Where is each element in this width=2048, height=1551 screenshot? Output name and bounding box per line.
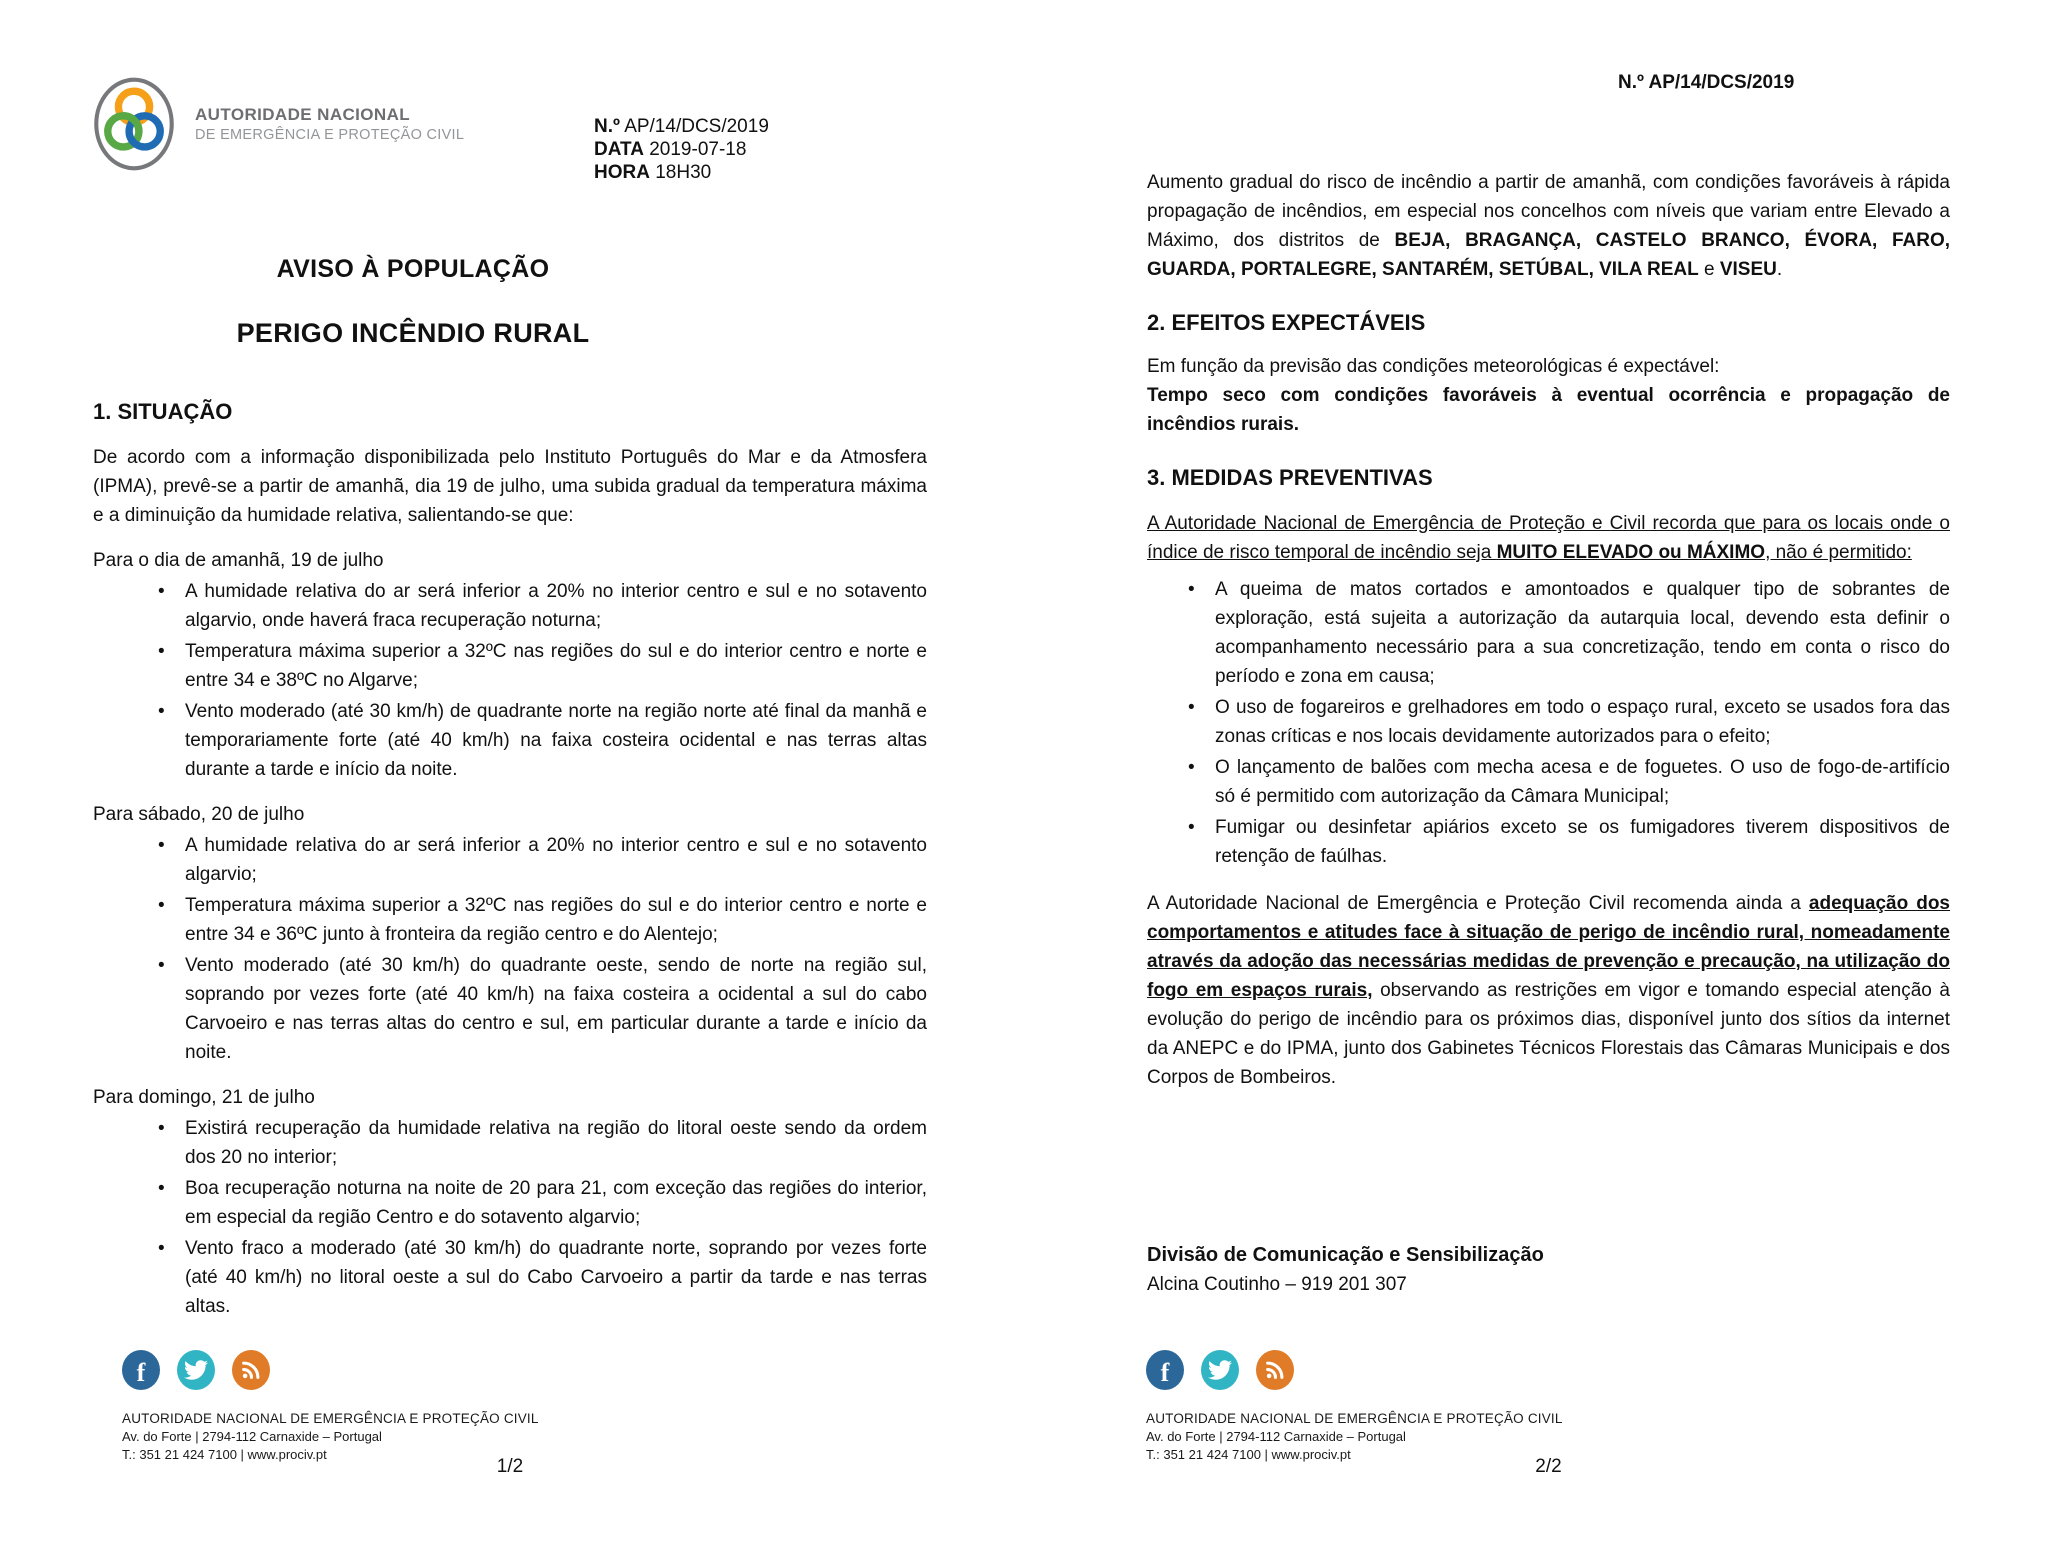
list-item: • A humidade relativa do ar será inferior a 20% no interior centro e sul e no sotavento algarvio; (185, 831, 927, 889)
twitter-icon[interactable] (1201, 1350, 1239, 1390)
footer-phone-web: T.: 351 21 424 7100 | www.prociv.pt (122, 1447, 327, 1462)
recommendation-paragraph (1147, 889, 1950, 1092)
page-1-footer (122, 1350, 962, 1464)
page-number: 2/2 (1535, 1456, 1562, 1477)
para-run: Aumento gradual do risco de incêndio a partir de amanhã, com condições favoráveis à rápida propagação de incêndios, em especial nos concelhos com níveis que variam entre Elevado a Máximo, dos distritos de (1147, 172, 1950, 251)
risk-paragraph (1147, 168, 1950, 284)
para-run: A Autoridade Nacional de Emergência e Proteção Civil recomenda ainda a (1147, 893, 1809, 914)
day-3-bullets (93, 1114, 927, 1321)
ref-date-value: 2019-07-18 (649, 139, 747, 160)
letterhead (93, 75, 927, 187)
facebook-glyph: f (136, 1358, 146, 1387)
ref-number-label: N.º (594, 116, 620, 137)
signature-block (1147, 1240, 1950, 1300)
footer-org-name: AUTORIDADE NACIONAL DE EMERGÊNCIA E PROTEÇÃO CIVIL (1146, 1411, 1563, 1426)
brand-line-1: AUTORIDADE NACIONAL (195, 105, 411, 124)
list-item: • O uso de fogareiros e grelhadores em todo o espaço rural, exceto se usados fora das zonas críticas e nos locais devidamente autorizados para o efeito; (1215, 693, 1950, 751)
day-2-label: Para sábado, 20 de julho (93, 804, 305, 825)
prohibitions-intro (1147, 509, 1950, 567)
social-icons (1146, 1350, 1986, 1390)
page-2-content (1147, 0, 1950, 1300)
signature-contact: Alcina Coutinho – 919 201 307 (1147, 1274, 1407, 1295)
footer-street: Av. do Forte | 2794-112 Carnaxide – Portugal (122, 1429, 382, 1444)
day-1-label: Para o dia de amanhã, 19 de julho (93, 550, 384, 571)
effects-intro-line: Em função da previsão das condições meteorológicas é expectável: (1147, 356, 1720, 377)
footer-org-name: AUTORIDADE NACIONAL DE EMERGÊNCIA E PROTEÇÃO CIVIL (122, 1411, 539, 1426)
intro-bold-underline-run: MUITO ELEVADO ou MÁXIMO (1496, 542, 1766, 563)
page-2-footer (1146, 1350, 1986, 1464)
signature-division: Divisão de Comunicação e Sensibilização (1147, 1244, 1544, 1266)
page-number: 1/2 (496, 1456, 524, 1477)
intro-underline-run: , não é permitido: (1765, 542, 1912, 563)
ref-number-value: AP/14/DCS/2019 (624, 116, 769, 137)
facebook-icon[interactable] (122, 1350, 160, 1390)
brand-line-2: DE EMERGÊNCIA E PROTEÇÃO CIVIL (195, 127, 465, 143)
day-2-bullets (93, 831, 927, 1067)
list-item: • O lançamento de balões com mecha acesa e de foguetes. O uso de fogo-de-artifício só é permitido com autorização da Câmara Municipal; (1215, 753, 1950, 811)
list-item: • Existirá recuperação da humidade relativa na região do litoral oeste sendo da ordem dos 20 no interior; (185, 1114, 927, 1172)
list-item: • Temperatura máxima superior a 32ºC nas regiões do sul e do interior centro e norte e entre 34 e 36ºC junto à fronteira da região centro e do Alentejo; (185, 891, 927, 949)
ref-number (594, 115, 769, 138)
title-block (93, 255, 733, 349)
twitter-icon[interactable] (177, 1350, 215, 1390)
recommendation-bold-underline-run: adequação dos comportamentos e atitudes face à situação de perigo de incêndio rural, nomeadamente através da adoção das necessárias medidas de prevenção e precaução, na utilização do fogo em espaços rurais, (1147, 893, 1950, 1001)
day-3-label: Para domingo, 21 de julho (93, 1087, 315, 1108)
social-icons (122, 1350, 962, 1390)
reference-number: N.º AP/14/DCS/2019 (1618, 72, 1795, 93)
list-item: • Boa recuperação noturna na noite de 20 para 21, com exceção das regiões do interior, em especial da região Centro e do sotavento algarvio; (185, 1174, 927, 1232)
facebook-icon[interactable] (1146, 1350, 1184, 1390)
list-item: • Temperatura máxima superior a 32ºC nas regiões do sul e do interior centro e norte e entre 34 e 38ºC no Algarve; (185, 637, 927, 695)
day-1-bullets (93, 577, 927, 784)
brand-wordmark (195, 105, 464, 143)
effects-bold-line: Tempo seco com condições favoráveis à eventual ocorrência e propagação de incêndios rurais. (1147, 385, 1950, 435)
para-run: e (1698, 259, 1720, 280)
footer-phone-web: T.: 351 21 424 7100 | www.prociv.pt (1146, 1447, 1351, 1462)
list-item: • Fumigar ou desinfetar apiários exceto se os fumigadores tiverem dispositivos de retenção de faúlhas. (1215, 813, 1950, 871)
ref-date (594, 138, 769, 161)
list-item: • A queima de matos cortados e amontoados e qualquer tipo de sobrantes de exploração, está sujeita a autorização da autarquia local, devendo esta definir o acompanhamento necessário para a sua concretização, tendo em conta o risco do período e zona em causa; (1215, 575, 1950, 691)
ref-time-value: 18H30 (655, 162, 712, 183)
districts-bold-run: BEJA, BRAGANÇA, CASTELO BRANCO, ÉVORA, FARO, GUARDA, PORTALEGRE, SANTARÉM, SETÚBAL, VILA REAL (1147, 230, 1950, 280)
section-1-intro: De acordo com a informação disponibilizada pelo Instituto Português do Mar e da Atmosfera (IPMA), prevê-se a partir de amanhã, dia 19 de julho, uma subida gradual da temperatura máxima e a diminuição da humidade relativa, salientando-se que: (93, 447, 927, 526)
list-item: • Vento moderado (até 30 km/h) do quadrante oeste, sendo de norte na região sul, soprando por vezes forte (até 40 km/h) na faixa costeira a ocidental a sul do cabo Carvoeiro e nas terras altas do centro e sul, em particular durante a tarde e início da noite. (185, 951, 927, 1067)
list-item: • A humidade relativa do ar será inferior a 20% no interior centro e sul e no sotavento algarvio, onde haverá fraca recuperação noturna; (185, 577, 927, 635)
facebook-glyph: f (1160, 1358, 1170, 1387)
list-item: • Vento moderado (até 30 km/h) de quadrante norte na região norte até final da manhã e temporariamente forte (até 40 km/h) na faixa costeira ocidental e nas terras altas durante a tarde e início da noite. (185, 697, 927, 784)
para-run: . (1776, 259, 1783, 280)
document-subtitle: PERIGO INCÊNDIO RURAL (236, 318, 590, 348)
document-title: AVISO À POPULAÇÃO (276, 255, 550, 283)
section-3-heading: 3. MEDIDAS PREVENTIVAS (1147, 465, 1433, 490)
reference-block (594, 115, 769, 184)
anepc-logo-icon (93, 75, 175, 173)
page-1-content (93, 399, 927, 1321)
ref-time-label: HORA (594, 162, 650, 183)
prohibitions-bullets (1147, 575, 1950, 871)
rss-icon[interactable] (1256, 1350, 1294, 1390)
ref-time (594, 161, 769, 184)
district-bold-run: VISEU (1719, 259, 1777, 280)
footer-street: Av. do Forte | 2794-112 Carnaxide – Portugal (1146, 1429, 1406, 1444)
ref-date-label: DATA (594, 139, 644, 160)
para-run: observando as restrições em vigor e tomando especial atenção à evolução do perigo de incêndio para os próximos dias, disponível junto dos sítios da internet da ANEPC e do IPMA, junto dos Gabinetes Técnicos Florestais das Câmaras Municipais e dos Corpos de Bombeiros. (1147, 980, 1950, 1088)
list-item: • Vento fraco a moderado (até 30 km/h) do quadrante norte, soprando por vezes forte (até 40 km/h) no litoral oeste a sul do Cabo Carvoeiro a partir da tarde e nas terras altas. (185, 1234, 927, 1321)
intro-underline-run: A Autoridade Nacional de Emergência de Proteção e Civil recorda que para os locais onde o índice de risco temporal de incêndio seja (1147, 513, 1950, 563)
rss-icon[interactable] (232, 1350, 270, 1390)
section-1-heading: 1. SITUAÇÃO (93, 399, 233, 424)
section-2-heading: 2. EFEITOS EXPECTÁVEIS (1147, 310, 1426, 335)
page-2 (1024, 0, 2048, 1551)
